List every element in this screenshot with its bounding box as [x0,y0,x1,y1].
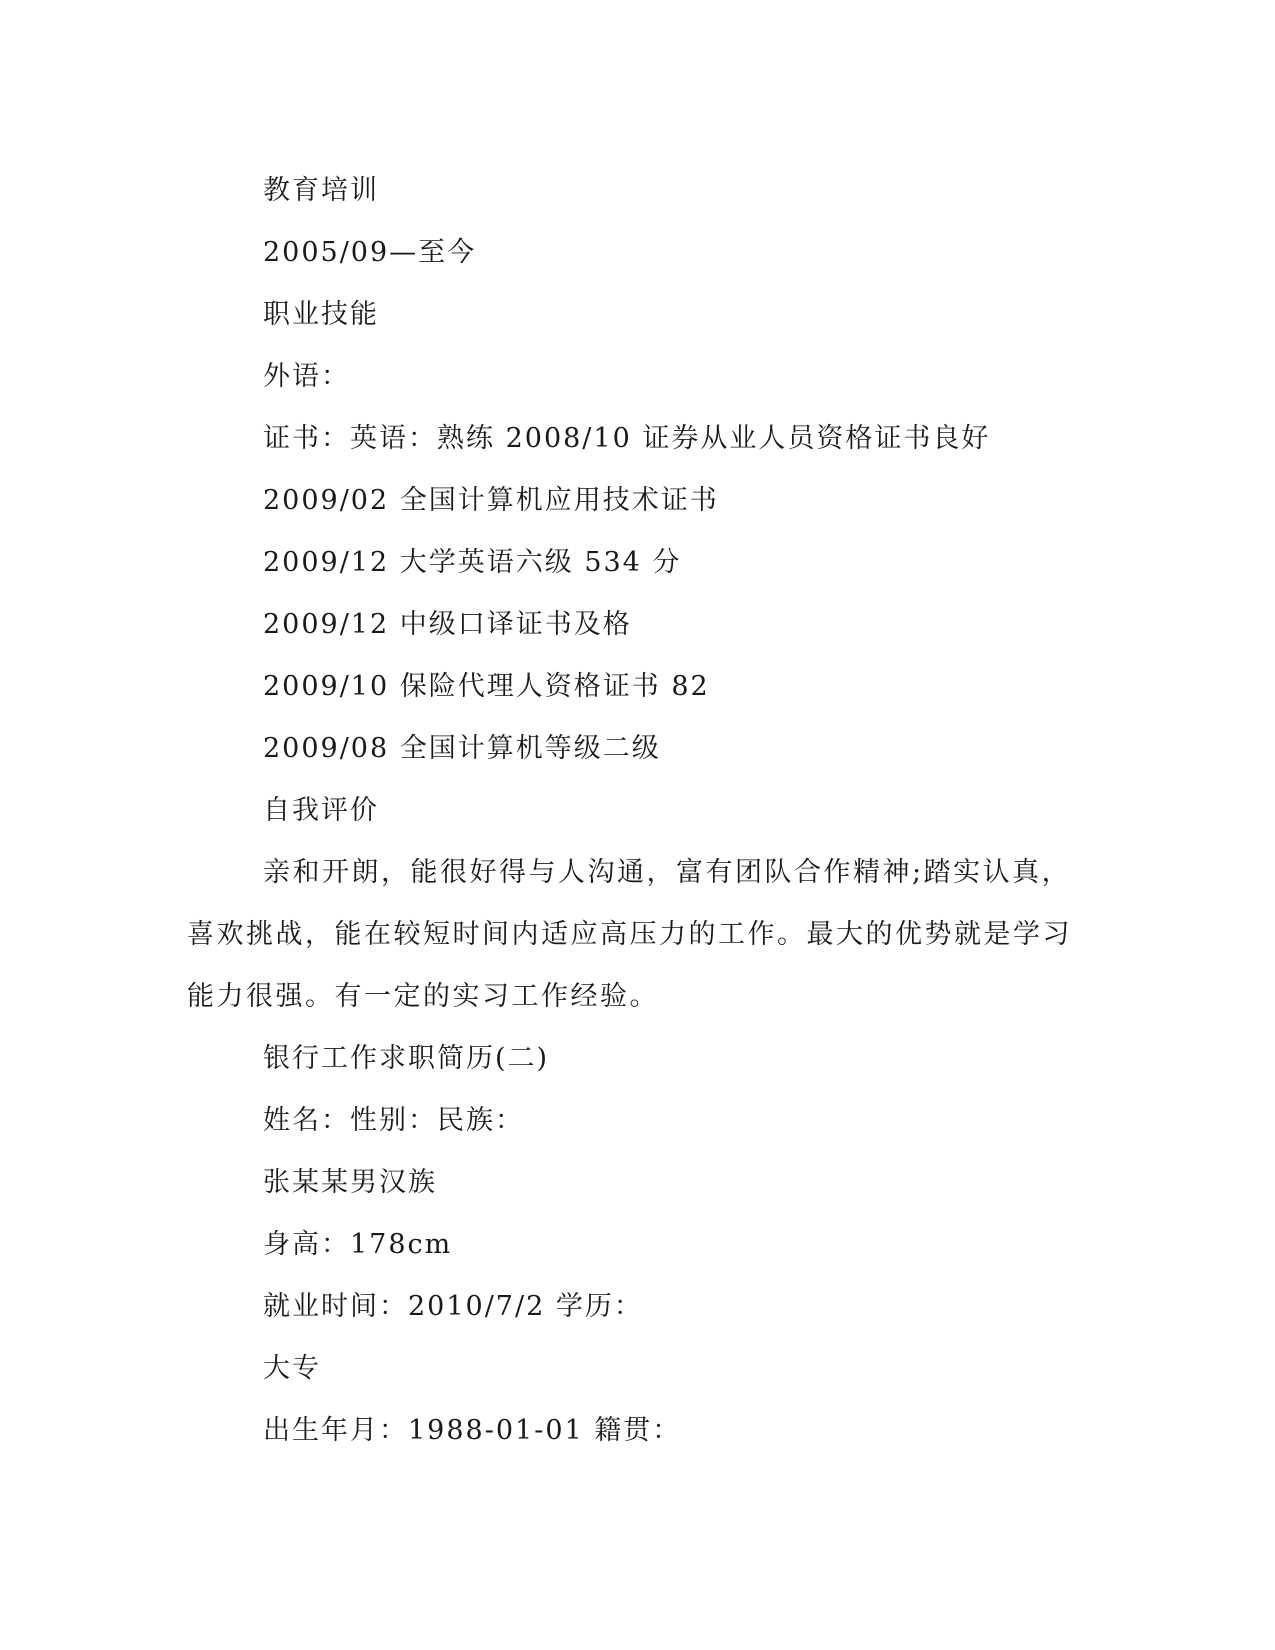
foreign-language-label: 外语： [263,361,350,392]
personal-info-values: 张某某男汉族 [263,1167,437,1198]
resume-title: 银行工作求职简历(二) [263,1043,550,1074]
personal-info-labels: 姓名：性别：民族： [263,1105,524,1136]
certificate-line: 2009/12 中级口译证书及格 [263,609,632,640]
document-body [187,160,1087,1462]
height-line: 身高：178cm [263,1229,453,1260]
birth-date-line: 出生年月：1988-01-01 籍贯： [263,1415,682,1446]
certificate-line: 证书：英语：熟练 2008/10 证券从业人员资格证书良好 [263,423,991,454]
certificate-line: 2009/02 全国计算机应用技术证书 [263,485,719,516]
certificate-line: 2009/08 全国计算机等级二级 [263,733,661,764]
employment-date-line: 就业时间：2010/7/2 学历： [263,1291,643,1322]
education-level: 大专 [263,1353,321,1384]
section-heading-self-evaluation: 自我评价 [263,795,379,826]
section-heading-education: 教育培训 [263,175,379,206]
certificate-line: 2009/12 大学英语六级 534 分 [263,547,682,578]
self-evaluation-paragraph: 亲和开朗，能很好得与人沟通，富有团队合作精神;踏实认真，喜欢挑战，能在较短时间内适应高压力的工作。最大的优势就是学习能力很强。有一定的实习工作经验。 [187,857,1072,1012]
section-heading-skills: 职业技能 [263,299,379,330]
education-period: 2005/09—至今 [263,237,477,268]
certificate-line: 2009/10 保险代理人资格证书 82 [263,671,710,702]
